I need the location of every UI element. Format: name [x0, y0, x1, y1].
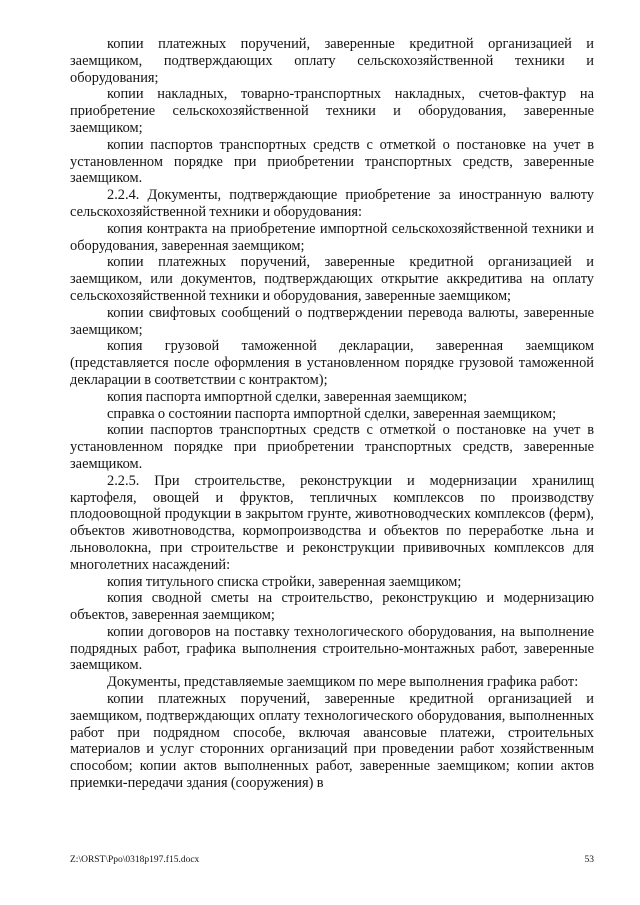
paragraph: копии паспортов транспортных средств с отметкой о постановке на учет в установленном порядке при приобретении транспортных средств, заверенные заемщиком. — [70, 422, 594, 472]
paragraph: копии договоров на поставку технологического оборудования, на выполнение подрядных работ, графика выполнения строительно-монтажных работ, заверенные заемщиком. — [70, 623, 594, 674]
paragraph: копии платежных поручений, заверенные кредитной организацией и заемщиком, или документов, подтверждающих открытие аккредитива на оплату сельскохозяйственной техники и оборудования, заверенные заемщиком; — [70, 254, 594, 304]
section-heading: 2.2.5. При строительстве, реконструкции и модернизации хранилищ картофеля, овощей и фруктов, тепличных комплексов по производству плодоовощной продукции в закрытом грунте, животноводческих комплексов (ферм), объектов животноводства, кормопроизводства и объектов по переработке льна и льноволокна, при строительстве и реконструкции прививочных комплексов для многолетних насаждений: — [70, 472, 594, 573]
body-text — [70, 36, 594, 792]
paragraph: копии платежных поручений, заверенные кредитной организацией и заемщиком, подтверждающих оплату сельскохозяйственной техники и оборудования; — [70, 36, 594, 86]
page-number: 53 — [584, 855, 594, 865]
footer-file-path: Z:\ORST\Ppo\0318p197.f15.docx — [70, 855, 200, 865]
paragraph: копия паспорта импортной сделки, заверенная заемщиком; — [107, 388, 468, 405]
paragraph: копии свифтовых сообщений о подтверждении перевода валюты, заверенные заемщиком; — [70, 304, 594, 338]
paragraph: копии паспортов транспортных средств с отметкой о постановке на учет в установленном порядке при приобретении транспортных средств, заверенные заемщиком. — [70, 136, 594, 187]
paragraph: копии накладных, товарно-транспортных накладных, счетов-фактур на приобретение сельскохозяйственной техники и оборудования, заверенные заемщиком; — [70, 86, 594, 136]
paragraph: копия контракта на приобретение импортной сельскохозяйственной техники и оборудования, заверенная заемщиком; — [70, 220, 594, 254]
paragraph: копия сводной сметы на строительство, реконструкцию и модернизацию объектов, заверенная заемщиком; — [70, 590, 594, 624]
paragraph: копии платежных поручений, заверенные кредитной организацией и заемщиком, подтверждающих оплату технологического оборудования, выполненных работ при подрядном способе, включая авансовые платежи, строительных материалов и услуг сторонних организаций при проведении работ хозяйственным способом; копии актов выполненных работ, заверенные заемщиком; копии актов приемки-передачи здания (сооружения) в — [70, 691, 594, 792]
paragraph: копия титульного списка стройки, заверенная заемщиком; — [107, 573, 462, 590]
paragraph: справка о состоянии паспорта импортной сделки, заверенная заемщиком; — [107, 405, 557, 422]
section-heading: 2.2.4. Документы, подтверждающие приобретение за иностранную валюту сельскохозяйственной техники и оборудования: — [70, 187, 594, 220]
paragraph: Документы, представляемые заемщиком по мере выполнения графика работ: — [107, 674, 579, 691]
paragraph: копия грузовой таможенной декларации, заверенная заемщиком (представляется после оформления в установленном порядке грузовой таможенной декларации в соответствии с контрактом); — [70, 338, 594, 388]
